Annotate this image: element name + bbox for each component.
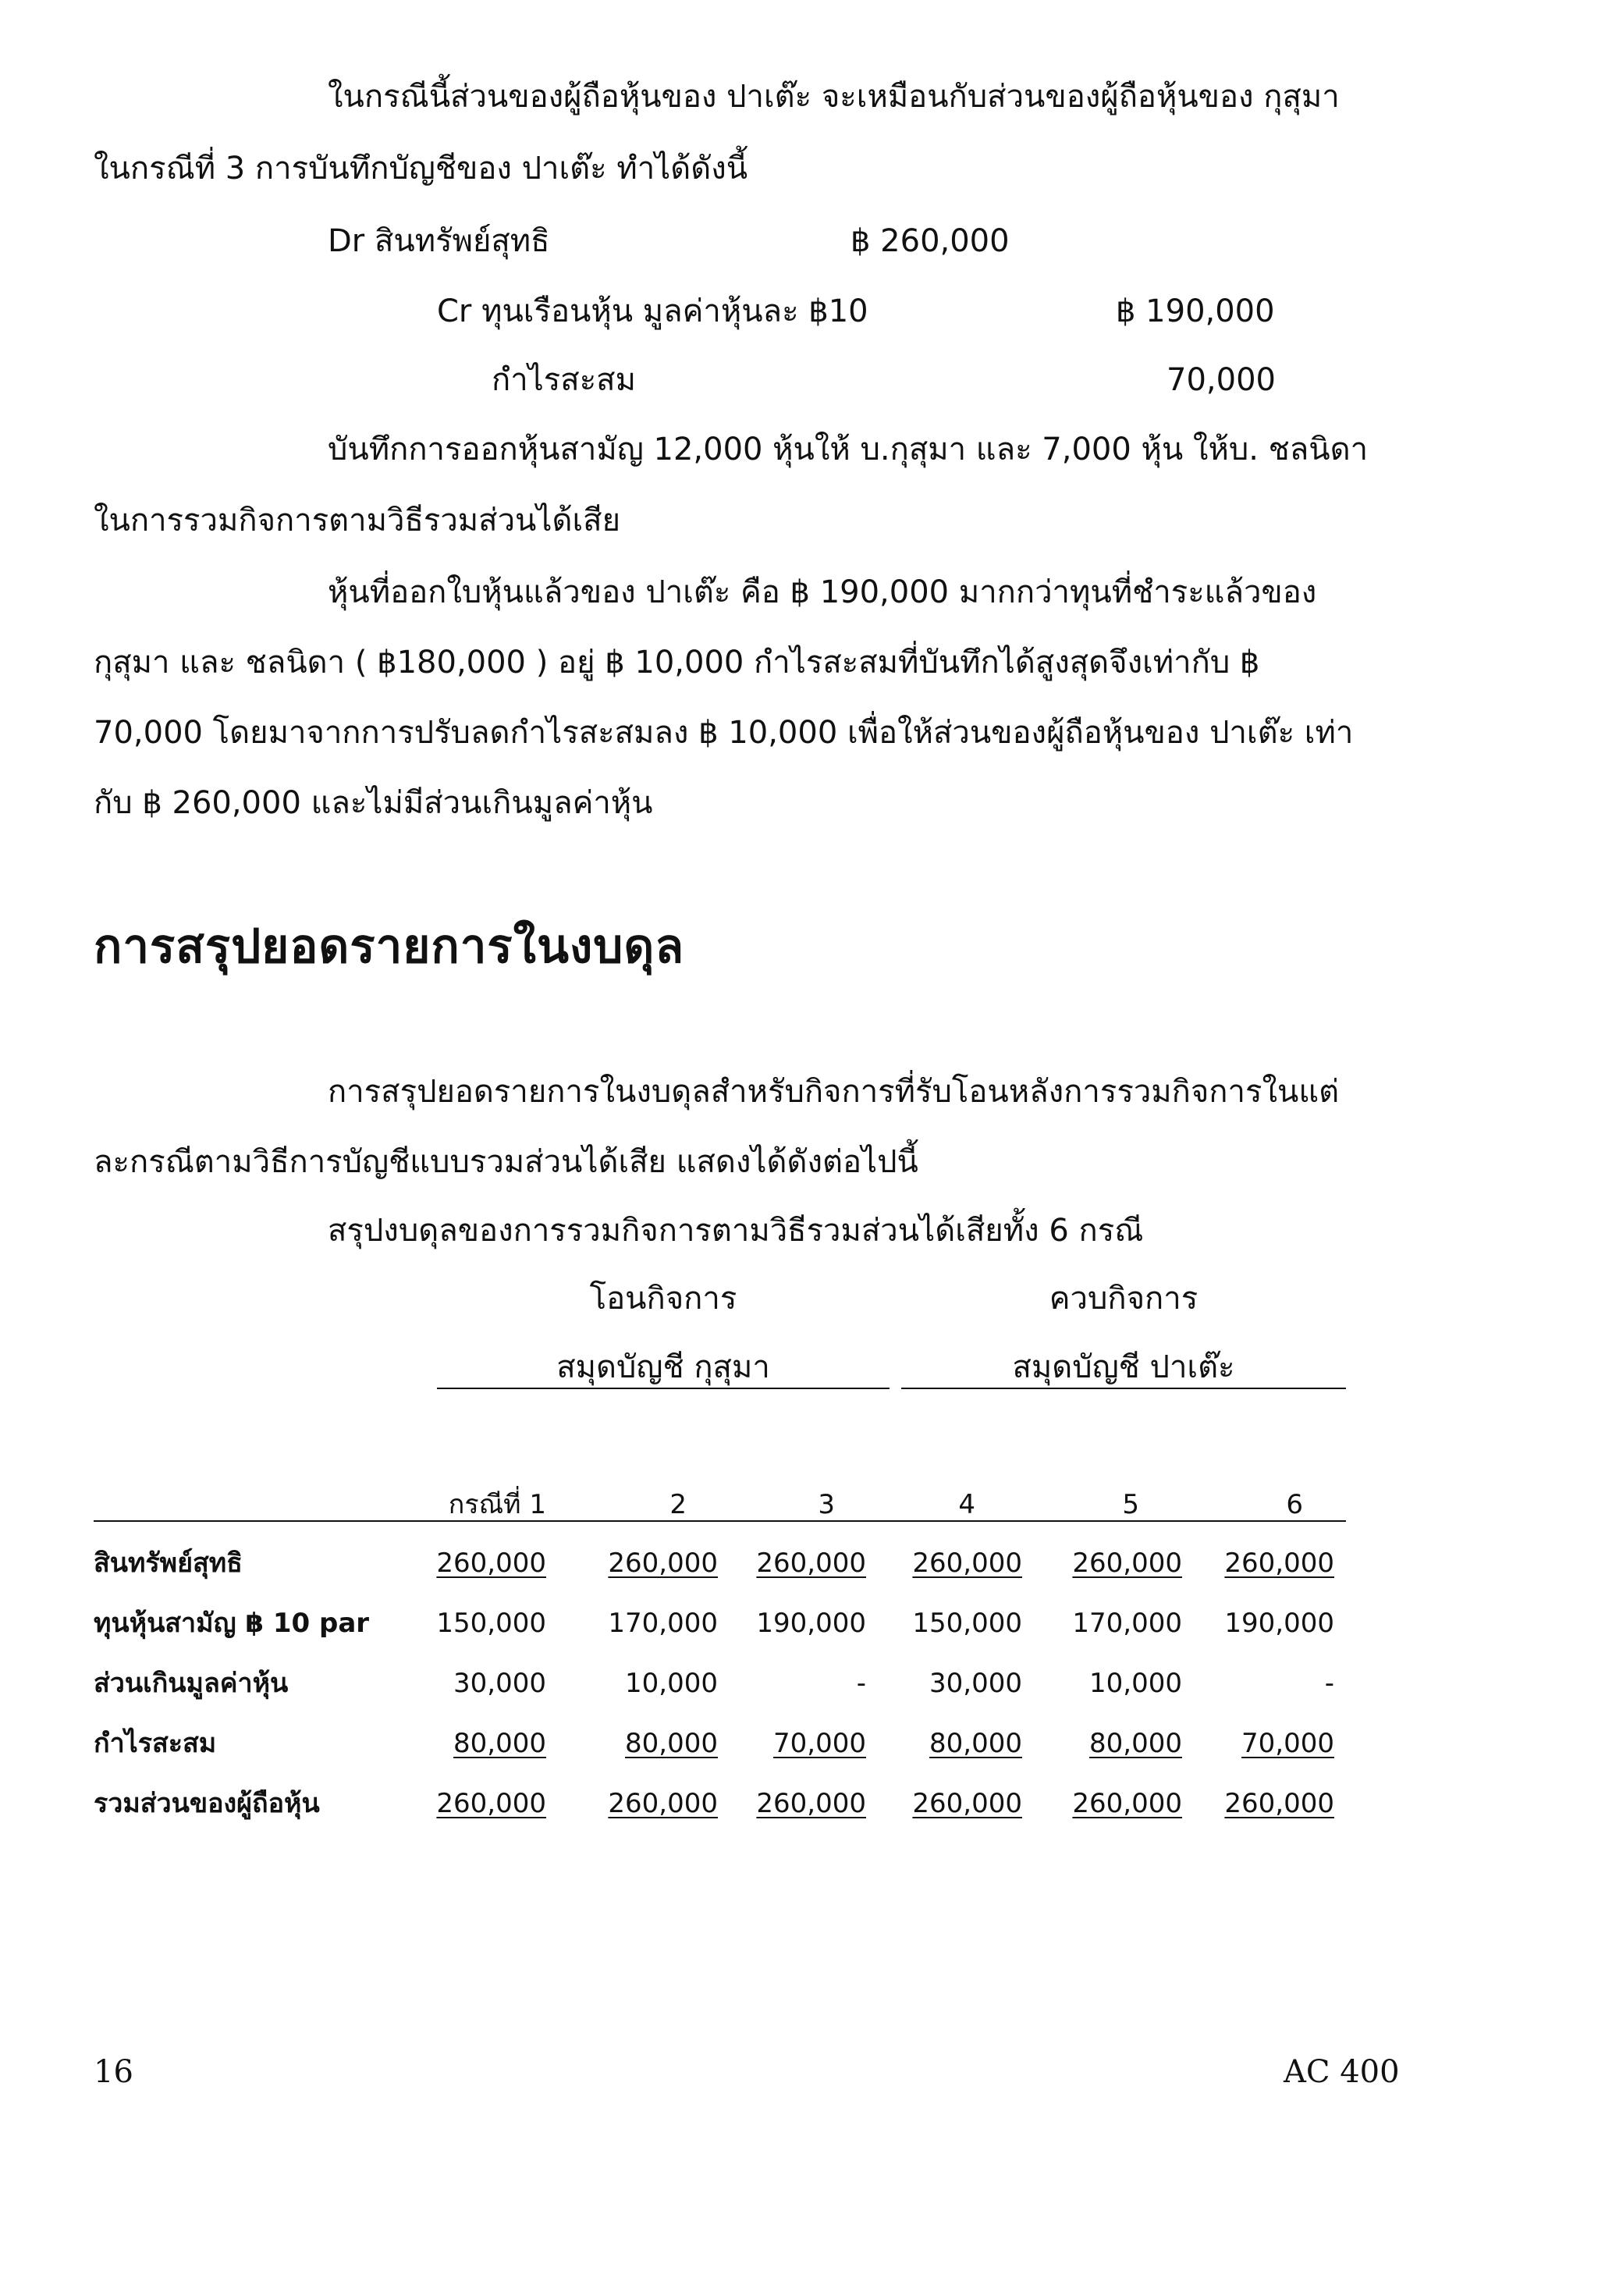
- table-cell: 260,000: [436, 1548, 546, 1579]
- table-cell: 30,000: [453, 1668, 546, 1699]
- section-heading: การสรุปยอดรายการในงบดุล: [94, 919, 685, 974]
- row-label-common-stock: ทุนหุ้นสามัญ ฿ 10 par: [94, 1608, 370, 1639]
- table-caption: สรุปงบดุลของการรวมกิจการตามวิธีรวมส่วนได้เสียทั้ง 6 กรณี: [328, 1213, 1144, 1249]
- table-cell: 260,000: [756, 1788, 866, 1819]
- table-cell: 260,000: [912, 1788, 1022, 1819]
- table-cell: 150,000: [912, 1608, 1022, 1639]
- group1-subtitle: สมุดบัญชี กุสุมา: [556, 1349, 770, 1385]
- table-cell: 260,000: [1224, 1788, 1334, 1819]
- row-label-premium: ส่วนเกินมูลค่าหุ้น: [94, 1668, 289, 1699]
- table-cell: 80,000: [625, 1728, 718, 1759]
- table-cell: 170,000: [608, 1608, 718, 1639]
- para1-line1: ในกรณีนี้ส่วนของผู้ถือหุ้นของ ปาเต๊ะ จะเหมือนกับส่วนของผู้ถือหุ้นของ กุสุมา: [328, 79, 1340, 115]
- table-cell: 190,000: [1224, 1608, 1334, 1639]
- case-header: กรณีที่ 1: [448, 1489, 546, 1520]
- table-cell: 150,000: [436, 1608, 546, 1639]
- para2-line2: กุสุมา และ ชลนิดา ( ฿180,000 ) อยู่ ฿ 10,000 กำไรสะสมที่บันทึกได้สูงสุดจึงเท่ากับ ฿: [94, 645, 1260, 681]
- journal-memo-line2: ในการรวมกิจการตามวิธีรวมส่วนได้เสีย: [94, 503, 620, 538]
- para2-line4: กับ ฿ 260,000 และไม่มีส่วนเกินมูลค่าหุ้น: [94, 785, 653, 821]
- table-cell: -: [1324, 1668, 1334, 1699]
- table-header-rule: [94, 1520, 1346, 1522]
- group2-rule: [901, 1388, 1346, 1389]
- journal-cr2-amount: 70,000: [1167, 362, 1276, 398]
- table-cell: -: [856, 1668, 866, 1699]
- journal-cr1-label: Cr ทุนเรือนหุ้น มูลค่าหุ้นละ ฿10: [437, 293, 868, 329]
- table-cell: 70,000: [1241, 1728, 1334, 1759]
- table-cell: 260,000: [436, 1788, 546, 1819]
- journal-dr-amount: ฿ 260,000: [850, 223, 1010, 259]
- group2-subtitle: สมุดบัญชี ปาเต๊ะ: [1012, 1349, 1235, 1385]
- case-header: 2: [669, 1489, 687, 1520]
- table-cell: 10,000: [1089, 1668, 1182, 1699]
- group2-title: ควบกิจการ: [1049, 1281, 1198, 1317]
- table-cell: 260,000: [1072, 1788, 1182, 1819]
- table-cell: 30,000: [929, 1668, 1022, 1699]
- table-cell: 10,000: [625, 1668, 718, 1699]
- para2-line1: หุ้นที่ออกใบหุ้นแล้วของ ปาเต๊ะ คือ ฿ 190,000 มากกว่าทุนที่ชำระแล้วของ: [328, 574, 1317, 610]
- journal-dr-label: Dr สินทรัพย์สุทธิ: [328, 223, 550, 259]
- case-header: 5: [1122, 1489, 1139, 1520]
- row-label-retained-earnings: กำไรสะสม: [94, 1728, 217, 1759]
- table-cell: 260,000: [608, 1788, 718, 1819]
- case-header: 3: [818, 1489, 835, 1520]
- journal-memo-line1: บันทึกการออกหุ้นสามัญ 12,000 หุ้นให้ บ.กุสุมา และ 7,000 หุ้น ให้บ. ชลนิดา: [328, 432, 1369, 467]
- journal-cr2-label: กำไรสะสม: [492, 362, 636, 398]
- table-cell: 170,000: [1072, 1608, 1182, 1639]
- group1-title: โอนกิจการ: [589, 1281, 737, 1317]
- journal-cr1-amount: ฿ 190,000: [1116, 293, 1275, 329]
- course-code: AC 400: [1284, 2054, 1400, 2090]
- table-cell: 80,000: [1089, 1728, 1182, 1759]
- table-cell: 260,000: [756, 1548, 866, 1579]
- para2-line3: 70,000 โดยมาจากการปรับลดกำไรสะสมลง ฿ 10,000 เพื่อให้ส่วนของผู้ถือหุ้นของ ปาเต๊ะ เท่า: [94, 715, 1354, 751]
- table-cell: 260,000: [608, 1548, 718, 1579]
- table-cell: 190,000: [756, 1608, 866, 1639]
- table-cell: 80,000: [453, 1728, 546, 1759]
- table-cell: 260,000: [912, 1548, 1022, 1579]
- table-cell: 80,000: [929, 1728, 1022, 1759]
- group1-rule: [437, 1388, 890, 1389]
- table-cell: 260,000: [1224, 1548, 1334, 1579]
- row-label-net-assets: สินทรัพย์สุทธิ: [94, 1548, 243, 1579]
- case-header: 6: [1286, 1489, 1303, 1520]
- para3-line2: ละกรณีตามวิธีการบัญชีแบบรวมส่วนได้เสีย แสดงได้ดังต่อไปนี้: [94, 1144, 918, 1180]
- case-header: 4: [958, 1489, 975, 1520]
- page-number: 16: [94, 2054, 133, 2090]
- para3-line1: การสรุปยอดรายการในงบดุลสำหรับกิจการที่รับโอนหลังการรวมกิจการในแต่: [328, 1074, 1340, 1110]
- table-cell: 260,000: [1072, 1548, 1182, 1579]
- table-cell: 70,000: [773, 1728, 866, 1759]
- para1-line2: ในกรณีที่ 3 การบันทึกบัญชีของ ปาเต๊ะ ทำได้ดังนี้: [94, 151, 748, 187]
- row-label-total-equity: รวมส่วนของผู้ถือหุ้น: [94, 1788, 320, 1819]
